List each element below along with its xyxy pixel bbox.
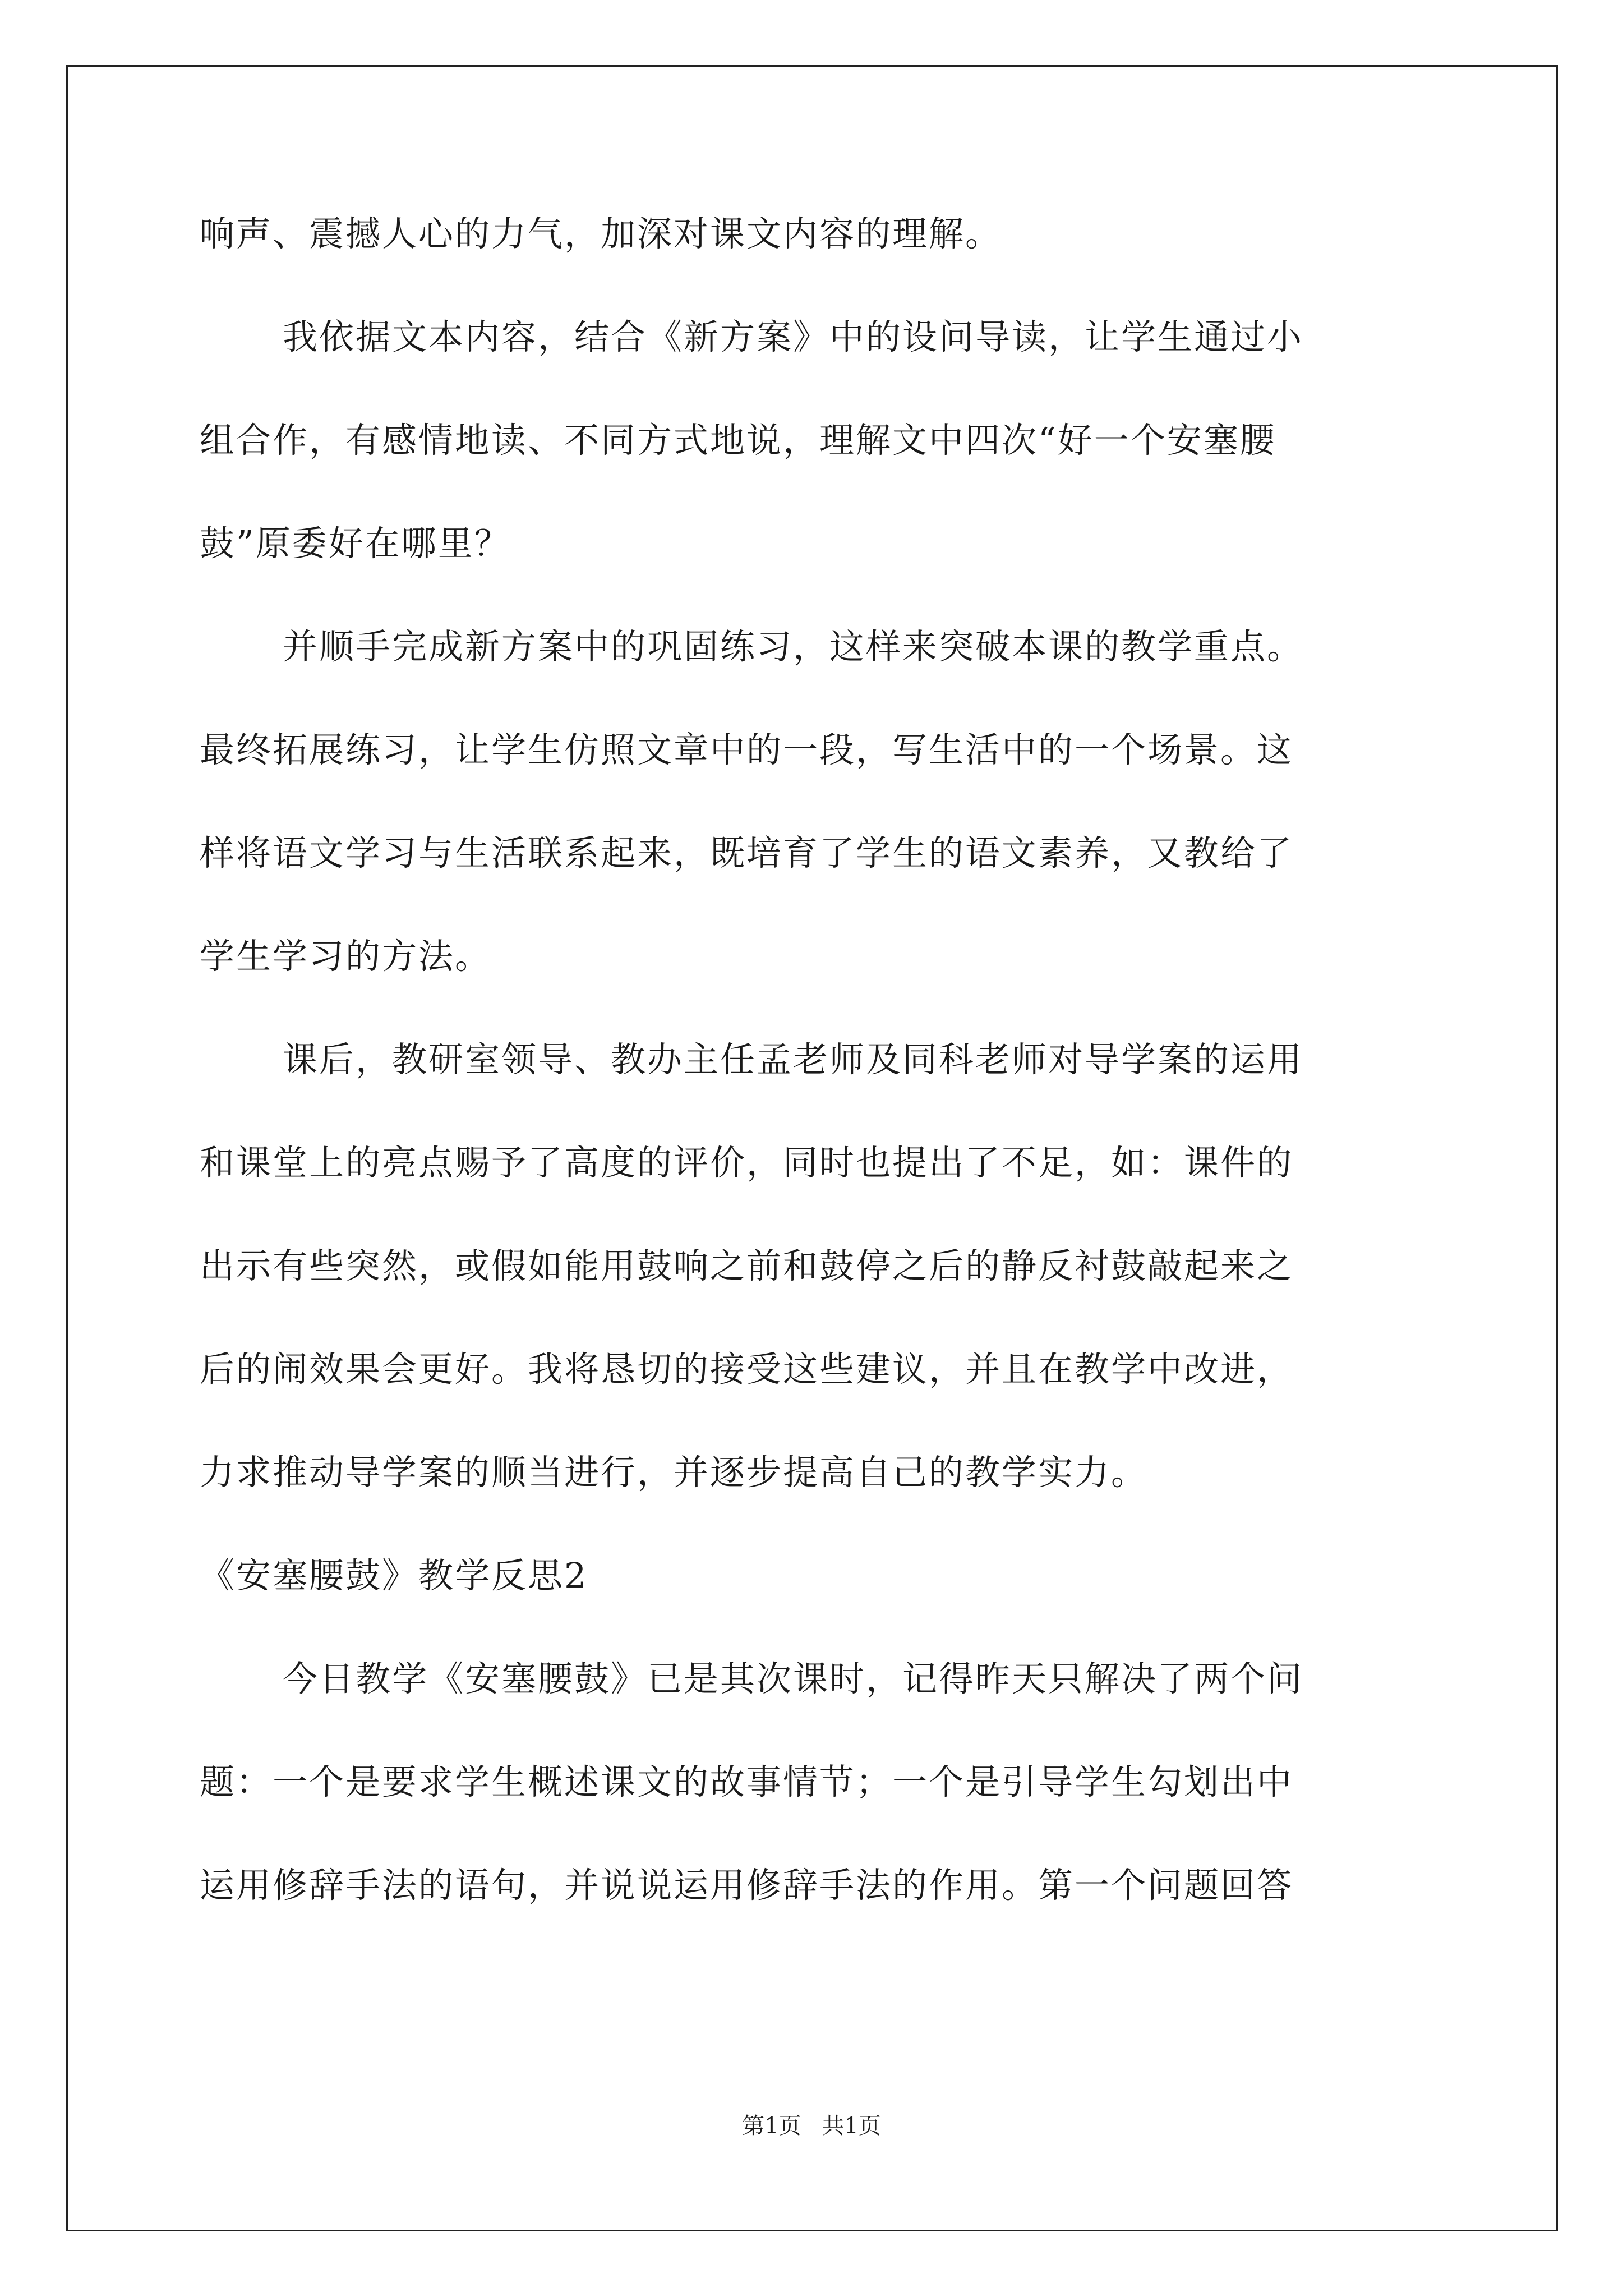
- text-line: 运用修辞手法的语句，并说说运用修辞手法的作用。第一个问题回答: [200, 1865, 1294, 1906]
- page-total: 共1页: [822, 2113, 881, 2139]
- section-heading: 《安塞腰鼓》教学反思2: [200, 1555, 588, 1596]
- text-line: 出示有些突然，或假如能用鼓响之前和鼓停之后的静反衬鼓敲起来之: [200, 1245, 1294, 1286]
- text-line: 鼓”原委好在哪里？: [200, 523, 511, 564]
- text-line: 后的闹效果会更好。我将恳切的接受这些建议，并且在教学中改进，: [200, 1349, 1294, 1389]
- text-line: 我依据文本内容，结合《新方案》中的设问导读，让学生通过小: [283, 316, 1304, 357]
- text-line: 并顺手完成新方案中的巩固练习，这样来突破本课的教学重点。: [283, 626, 1304, 667]
- text-line: 学生学习的方法。: [200, 936, 492, 977]
- text-line: 课后，教研室领导、教办主任孟老师及同科老师对导学案的运用: [283, 1039, 1304, 1080]
- text-line: 题：一个是要求学生概述课文的故事情节；一个是引导学生勾划出中: [200, 1761, 1294, 1802]
- text-line: 今日教学《安塞腰鼓》已是其次课时，记得昨天只解决了两个问: [283, 1658, 1304, 1699]
- text-line: 力求推动导学案的顺当进行，并逐步提高自己的教学实力。: [200, 1452, 1148, 1493]
- text-line: 响声、震撼人心的力气，加深对课文内容的理解。: [200, 213, 1002, 254]
- text-line: 组合作，有感情地读、不同方式地说，理解文中四次“好一个安塞腰: [200, 420, 1276, 461]
- text-line: 最终拓展练习，让学生仿照文章中的一段，写生活中的一个场景。这: [200, 729, 1294, 770]
- page-footer: [0, 2114, 1623, 2138]
- text-line: 和课堂上的亮点赐予了高度的评价，同时也提出了不足，如：课件的: [200, 1142, 1294, 1183]
- text-line: 样将语文学习与生活联系起来，既培育了学生的语文素养，又教给了: [200, 832, 1294, 873]
- document-body: [200, 214, 1433, 1969]
- page-number: 第1页: [742, 2113, 801, 2139]
